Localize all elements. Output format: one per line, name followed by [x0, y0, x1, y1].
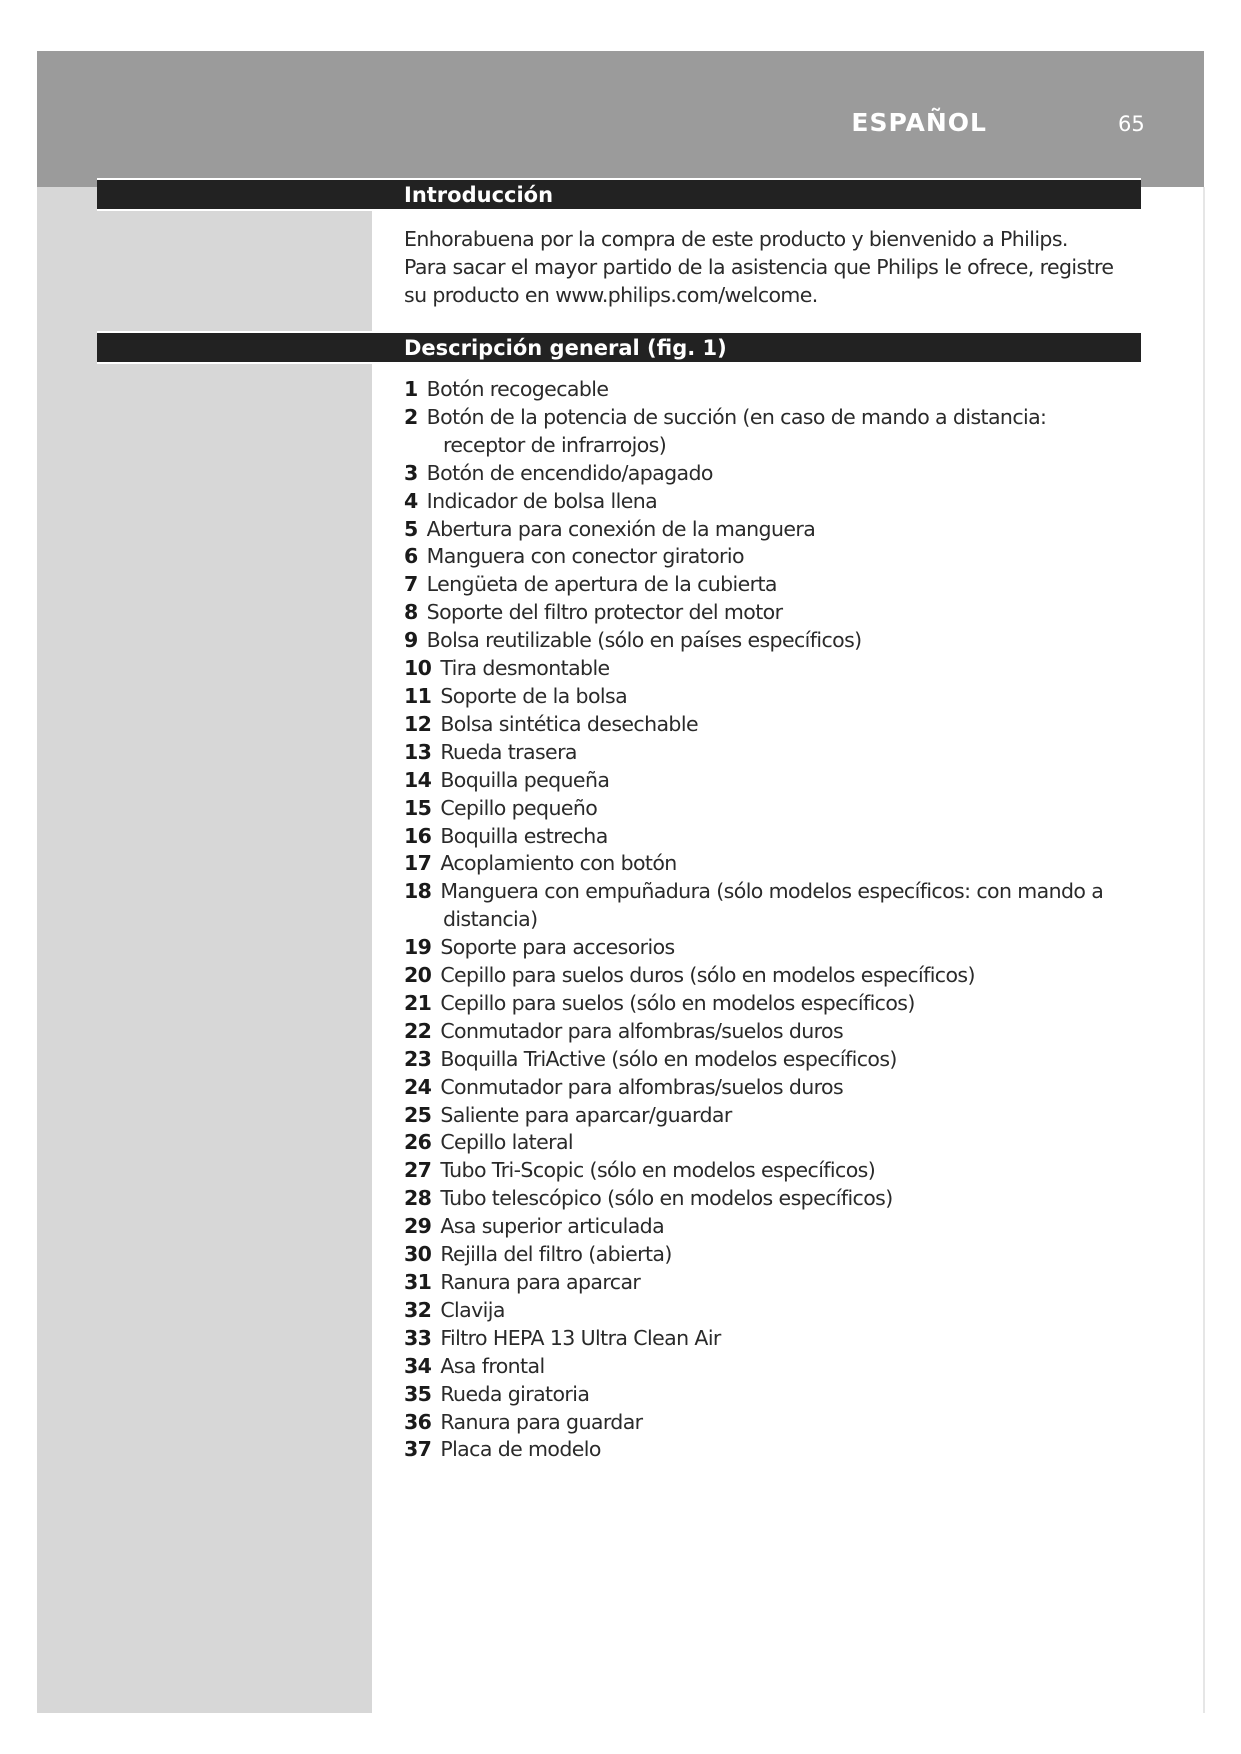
- part-number: 33: [404, 1325, 432, 1350]
- part-number: 26: [404, 1130, 432, 1155]
- part-label-continuation: receptor de infrarrojos): [443, 432, 667, 457]
- parts-list-item: [404, 1074, 1103, 1102]
- part-label: Bolsa reutilizable (sólo en países específicos): [426, 628, 862, 653]
- part-label: Conmutador para alfombras/suelos duros: [440, 1074, 844, 1099]
- part-number: 19: [404, 935, 432, 960]
- part-number: 29: [404, 1214, 432, 1239]
- language-label: ESPAÑOL: [851, 108, 987, 137]
- part-label: Tubo Tri-Scopic (sólo en modelos específicos): [440, 1158, 876, 1183]
- page-number: 65: [1118, 112, 1145, 136]
- part-number: 24: [404, 1074, 432, 1099]
- part-number: 37: [404, 1437, 432, 1462]
- part-label: Boquilla TriActive (sólo en modelos específicos): [440, 1046, 897, 1071]
- parts-list-item: [404, 1297, 1103, 1325]
- section-title-introduction: Introducción: [404, 183, 554, 207]
- part-number: 22: [404, 1018, 432, 1043]
- part-number: 7: [404, 572, 418, 597]
- parts-list-item: [404, 376, 1103, 404]
- part-label: Clavija: [440, 1297, 505, 1322]
- parts-list-item: [404, 404, 1103, 460]
- part-number: 20: [404, 963, 432, 988]
- part-label: Ranura para guardar: [440, 1409, 643, 1434]
- parts-list-item: [404, 599, 1103, 627]
- part-label: Cepillo para suelos (sólo en modelos específicos): [440, 990, 915, 1015]
- part-number: 17: [404, 851, 432, 876]
- parts-list-item: [404, 1269, 1103, 1297]
- section-title-description: Descripción general (fig. 1): [404, 336, 727, 360]
- part-number: 1: [404, 377, 418, 401]
- parts-list-item: [404, 488, 1103, 516]
- part-label: Manguera con empuñadura (sólo modelos específicos: con mando a: [440, 879, 1104, 904]
- part-label: Botón de la potencia de succión (en caso de mando a distancia:: [426, 404, 1047, 429]
- part-label: Indicador de bolsa llena: [426, 488, 658, 513]
- parts-list-item: [404, 1129, 1103, 1157]
- part-label: Cepillo para suelos duros (sólo en modelos específicos): [440, 963, 975, 988]
- part-label: Tira desmontable: [440, 656, 610, 681]
- part-label: Asa superior articulada: [440, 1214, 665, 1239]
- part-number: 14: [404, 767, 432, 792]
- left-margin-column: [37, 187, 372, 1713]
- part-label: Conmutador para alfombras/suelos duros: [440, 1018, 844, 1043]
- intro-line: su producto en www.philips.com/welcome.: [404, 283, 818, 307]
- parts-list-item: [404, 878, 1103, 934]
- parts-list-item: [404, 543, 1103, 571]
- parts-list-item: [404, 1381, 1103, 1409]
- part-number: 25: [404, 1102, 432, 1127]
- parts-list-item: [404, 1018, 1103, 1046]
- part-number: 8: [404, 600, 418, 625]
- parts-list-item: [404, 795, 1103, 823]
- part-label: Botón de encendido/apagado: [426, 460, 713, 485]
- part-label: Asa frontal: [440, 1353, 545, 1378]
- part-label-continuation: distancia): [443, 907, 538, 932]
- part-number: 2: [404, 404, 418, 429]
- parts-list-item: [404, 850, 1103, 878]
- section-header-description: [97, 331, 1141, 364]
- part-label: Botón recogecable: [426, 377, 609, 401]
- part-number: 13: [404, 739, 432, 764]
- part-number: 10: [404, 656, 432, 681]
- part-number: 36: [404, 1409, 432, 1434]
- parts-list-item: [404, 1102, 1103, 1130]
- right-edge-line: [1203, 187, 1205, 1713]
- parts-list-item: [404, 962, 1103, 990]
- part-label: Saliente para aparcar/guardar: [440, 1102, 732, 1127]
- part-label: Rejilla del filtro (abierta): [440, 1242, 672, 1267]
- parts-list-item: [404, 1409, 1103, 1437]
- parts-list-item: [404, 655, 1103, 683]
- parts-list-item: [404, 1185, 1103, 1213]
- parts-list-item: [404, 1353, 1103, 1381]
- part-number: 21: [404, 990, 432, 1015]
- part-number: 27: [404, 1158, 432, 1183]
- part-label: Filtro HEPA 13 Ultra Clean Air: [440, 1325, 721, 1350]
- parts-list-item: [404, 823, 1103, 851]
- part-label: Rueda giratoria: [440, 1381, 590, 1406]
- section-header-introduction: [97, 178, 1141, 211]
- part-number: 9: [404, 628, 418, 653]
- part-number: 35: [404, 1381, 432, 1406]
- part-number: 12: [404, 711, 432, 736]
- part-label: Cepillo pequeño: [440, 795, 598, 820]
- parts-list-item: [404, 1213, 1103, 1241]
- part-label: Acoplamiento con botón: [440, 851, 677, 876]
- part-number: 4: [404, 488, 418, 513]
- parts-list-item: [404, 1241, 1103, 1269]
- introduction-paragraph: [404, 225, 1144, 309]
- part-label: Soporte para accesorios: [440, 935, 675, 960]
- part-number: 23: [404, 1046, 432, 1071]
- parts-list-item: [404, 683, 1103, 711]
- intro-line: Enhorabuena por la compra de este producto y bienvenido a Philips.: [404, 227, 1068, 251]
- parts-list-item: [404, 516, 1103, 544]
- parts-list-item: [404, 990, 1103, 1018]
- part-number: 3: [404, 460, 418, 485]
- intro-line: Para sacar el mayor partido de la asistencia que Philips le ofrece, registre: [404, 255, 1114, 279]
- part-label: Soporte de la bolsa: [440, 683, 628, 708]
- part-label: Bolsa sintética desechable: [440, 711, 698, 736]
- part-number: 6: [404, 544, 418, 569]
- part-number: 15: [404, 795, 432, 820]
- part-label: Tubo telescópico (sólo en modelos específicos): [440, 1186, 893, 1211]
- part-label: Manguera con conector giratorio: [426, 544, 744, 569]
- part-label: Abertura para conexión de la manguera: [426, 516, 816, 541]
- parts-list-item: [404, 934, 1103, 962]
- parts-list: [404, 376, 1103, 1464]
- parts-list-item: [404, 711, 1103, 739]
- header-band: [37, 51, 1204, 187]
- part-label: Ranura para aparcar: [440, 1270, 641, 1294]
- part-label: Lengüeta de apertura de la cubierta: [426, 572, 777, 597]
- part-label: Boquilla estrecha: [440, 823, 608, 848]
- parts-list-item: [404, 1325, 1103, 1353]
- part-number: 34: [404, 1353, 432, 1378]
- parts-list-item: [404, 1046, 1103, 1074]
- part-label: Cepillo lateral: [440, 1130, 574, 1155]
- part-number: 32: [404, 1297, 432, 1322]
- parts-list-item: [404, 627, 1103, 655]
- part-number: 16: [404, 823, 432, 848]
- part-number: 5: [404, 516, 418, 541]
- part-number: 31: [404, 1270, 432, 1294]
- part-label: Rueda trasera: [440, 739, 577, 764]
- part-number: 11: [404, 683, 432, 708]
- part-number: 28: [404, 1186, 432, 1211]
- part-label: Placa de modelo: [440, 1437, 601, 1462]
- part-label: Boquilla pequeña: [440, 767, 610, 792]
- part-label: Soporte del filtro protector del motor: [426, 600, 783, 625]
- parts-list-item: [404, 571, 1103, 599]
- parts-list-item: [404, 1157, 1103, 1185]
- parts-list-item: [404, 767, 1103, 795]
- parts-list-item: [404, 739, 1103, 767]
- parts-list-item: [404, 1436, 1103, 1464]
- part-number: 18: [404, 879, 432, 904]
- parts-list-item: [404, 460, 1103, 488]
- part-number: 30: [404, 1242, 432, 1267]
